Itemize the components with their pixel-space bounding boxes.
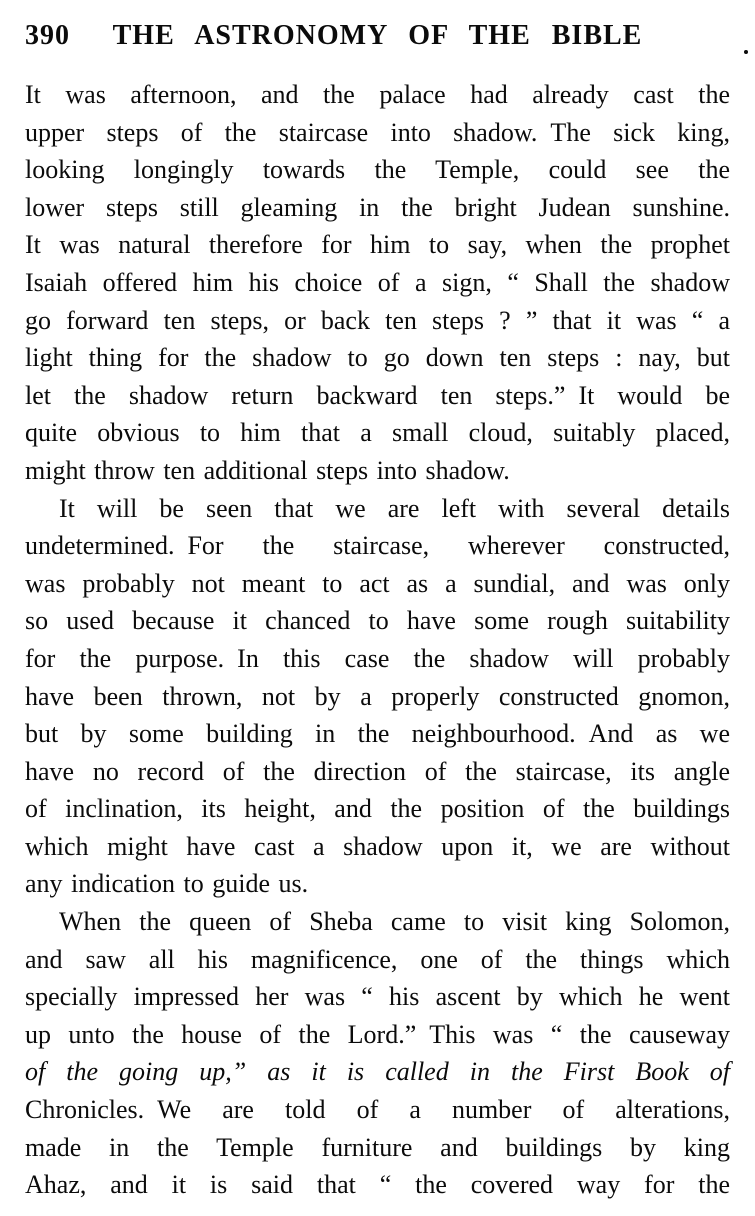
- text-line: quite obvious to him that a small cloud, suitably placed,: [25, 418, 730, 448]
- paragraph: [25, 903, 730, 1204]
- page-number: 390: [25, 20, 70, 51]
- text-line: made in the Temple furniture and buildings by king: [25, 1132, 730, 1162]
- text-line: It was natural therefore for him to say, when the prophet: [25, 230, 730, 260]
- page-body: [25, 76, 730, 1204]
- text-line: looking longingly towards the Temple, could see the: [25, 155, 730, 185]
- text-line: of inclination, its height, and the position of the buildings: [25, 794, 730, 824]
- paragraph: [25, 490, 730, 904]
- text-line: up unto the house of the Lord.” This was “ the causeway: [25, 1019, 730, 1049]
- ink-speck-artifact: [744, 50, 748, 54]
- text-line: Ahaz, and it is said that “ the covered way for the: [25, 1170, 730, 1200]
- text-line: any indication to guide us.: [25, 869, 309, 899]
- text-line: and saw all his magnificence, one of the things which: [25, 944, 730, 974]
- text-line: upper steps of the staircase into shadow. The sick king,: [25, 117, 730, 147]
- text-line: It will be seen that we are left with several details: [59, 493, 730, 523]
- text-line: let the shadow return backward ten steps.” It would be: [25, 380, 730, 410]
- text-line: specially impressed her was “ his ascent by which he went: [25, 982, 730, 1012]
- text-line: so used because it chanced to have some rough suitability: [25, 606, 730, 636]
- text-line: Isaiah offered him his choice of a sign, “ Shall the shadow: [25, 267, 730, 297]
- text-line: go forward ten steps, or back ten steps ? ” that it was “ a: [25, 305, 730, 335]
- text-line: lower steps still gleaming in the bright Judean sunshine.: [25, 192, 730, 222]
- text-line: but by some building in the neighbourhood. And as we: [25, 719, 730, 749]
- text-line: which might have cast a shadow upon it, we are without: [25, 831, 730, 861]
- paragraph: [25, 76, 730, 490]
- text-line: It was afternoon, and the palace had already cast the: [25, 80, 730, 109]
- text-line: for the purpose. In this case the shadow will probably: [25, 643, 730, 673]
- running-title: THE ASTRONOMY OF THE BIBLE: [112, 20, 643, 51]
- text-line: was probably not meant to act as a sundial, and was only: [25, 568, 730, 598]
- text-line: Chronicles. We are told of a number of alterations,: [25, 1095, 730, 1125]
- text-line: undetermined. For the staircase, wherever constructed,: [25, 531, 730, 561]
- text-line: of the going up,” as it is called in the First Book of: [25, 1057, 730, 1087]
- text-line: might throw ten additional steps into shadow.: [25, 455, 510, 485]
- page-header: [25, 20, 730, 54]
- text-line: have been thrown, not by a properly constructed gnomon,: [25, 681, 730, 711]
- text-line: When the queen of Sheba came to visit king Solomon,: [59, 907, 730, 937]
- text-line: light thing for the shadow to go down ten steps : nay, but: [25, 343, 730, 373]
- text-line: have no record of the direction of the staircase, its angle: [25, 756, 730, 786]
